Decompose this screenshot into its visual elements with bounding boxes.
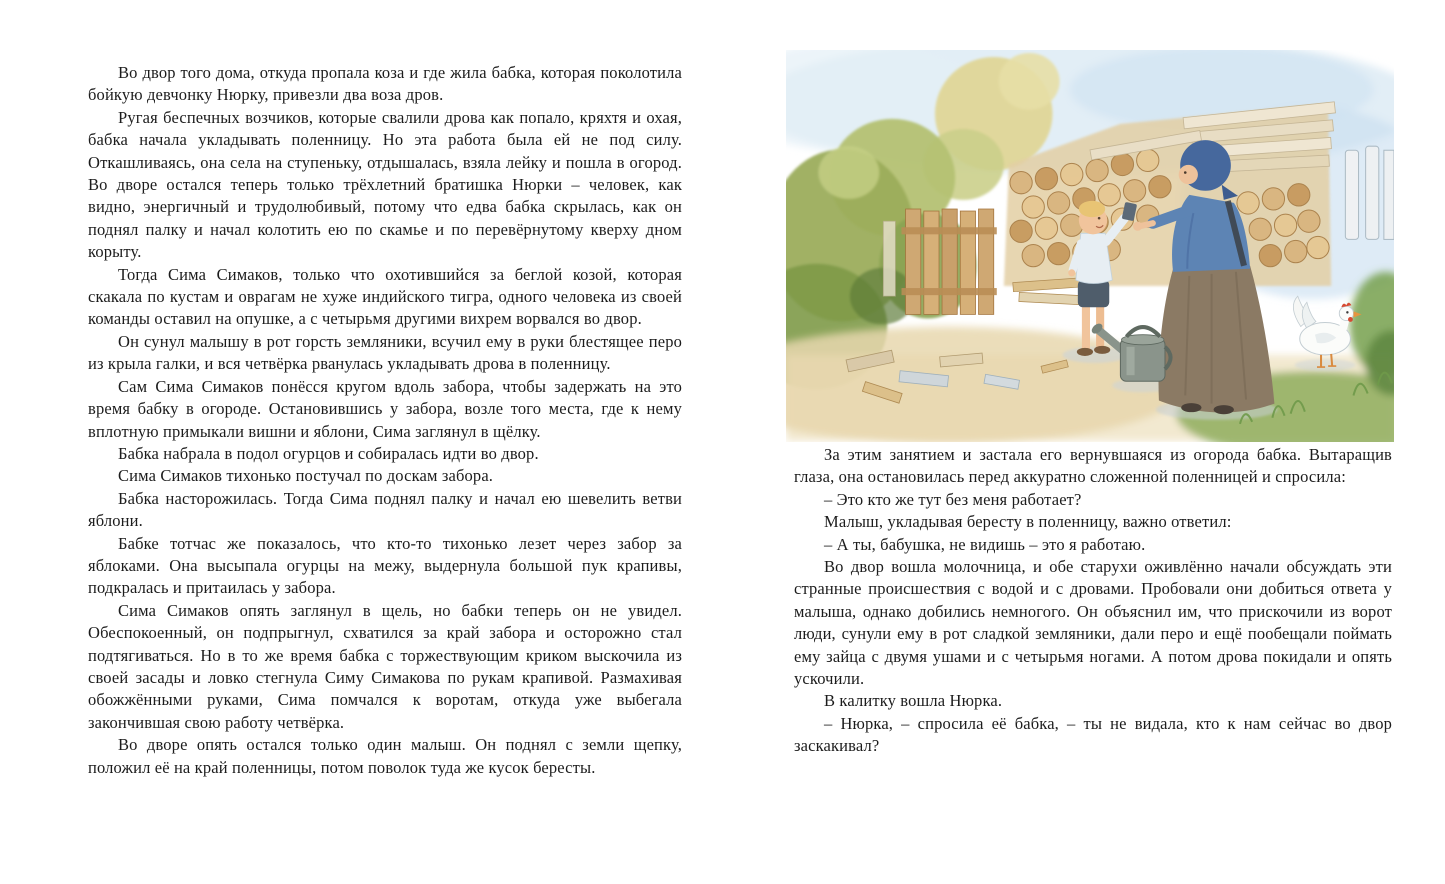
shorts xyxy=(1078,280,1109,307)
paragraph: Сам Сима Симаков понёсся кругом вдоль забора, чтобы задержать на это время бабку в огороде. Остановившись у забора, возле того места, где к нему вплотную примыкали вишни и яблони, Сима заглянул в щёлку. xyxy=(88,376,682,441)
paragraph: – Это кто же тут без меня работает? xyxy=(824,489,1082,509)
shoe xyxy=(1181,403,1201,412)
paragraph: Бабка насторожилась. Тогда Сима поднял палку и начал ею шевелить ветви яблони. xyxy=(88,488,682,531)
paragraph: – А ты, бабушка, не видишь – это я работаю. xyxy=(824,534,1146,554)
sandal xyxy=(1094,346,1110,354)
face xyxy=(1179,165,1198,184)
paragraph: Сима Симаков опять заглянул в щель, но бабки теперь он не увидел. Обеспокоенный, он подпрыгнул, схватился за край забора и осторожно стал подтягиваться. Но в то же время бабка с торжествующим криком выскочила из своей засады и ловко стегнула Симу Симакова по рукам крапивой. Размахивая обожжёнными руками, Сима помчался к воротам, откуда уже выбегала закончившая свою работу четвёрка. xyxy=(88,600,682,732)
paragraph: – Нюрка, – спросила её бабка, – ты не видала, кто к нам сейчас во двор заскакивал? xyxy=(794,713,1392,756)
illustration-svg xyxy=(786,50,1394,442)
paragraph: Сима Симаков тихонько постучал по доскам забора. xyxy=(118,466,494,486)
paragraph: Бабка набрала в подол огурцов и собиралась идти во двор. xyxy=(118,443,539,463)
paragraph: Во двор вошла молочница, и обе старухи оживлённо начали обсуждать эти странные происшествия с водой и с дровами. Пробовали они добиться ответа у малыша, однако добились немногого. Он объяснил им, что прискочили из ворот люди, сунули ему в рот сладкой земляники, дали перо и ещё пообещали поймать ему зайца с двумя ушами и с четырьмя ногами. А потом дрова покидали и опять ускочили. xyxy=(794,557,1392,689)
paragraph: За этим занятием и застала его вернувшаяся из огорода бабка. Вытаращив глаза, она остановилась перед аккуратно сложенной поленницей и спросила: xyxy=(794,445,1392,487)
paragraph: Ругая беспечных возчиков, которые свалили дрова как попало, кряхтя и охая, бабка начала укладывать поленницу. Но эта работа была ей не под силу. Откашливаясь, она села на ступеньку, отдышалась, взяла лейку и пошла в огород. Во дворе остался теперь только трёхлетний братишка Нюрки – человек, как видно, энергичный и трудолюбивый, потому что едва бабка скрылась, как он поднял палку и начал колотить ею по скамье и по перевёрнутому кверху дном корыту. xyxy=(88,107,682,262)
paragraph: Во дворе опять остался только один малыш. Он поднял с земли щепку, положил её на край поленницы, потом поволок туда же кусок бересты. xyxy=(88,735,682,777)
paragraph: Тогда Сима Симаков, только что охотившийся за беглой козой, которая скакала по кустам и оврагам не хуже индийского тигра, одного человека из своей команды оставил на опушке, а с четырьмя другими вихрем ворвался во двор. xyxy=(88,264,682,329)
sandal xyxy=(1077,348,1093,356)
fence-right xyxy=(1345,146,1394,239)
shoe xyxy=(1214,405,1234,414)
hand xyxy=(1133,222,1142,231)
paragraph: Во двор того дома, откуда пропала коза и где жила бабка, которая поколотила бойкую девчонку Нюрку, привезли два воза дров. xyxy=(88,63,682,105)
illustration-watercolor xyxy=(786,50,1394,442)
paragraph: В калитку вошла Нюрка. xyxy=(824,691,1003,711)
hair xyxy=(1079,201,1105,217)
page-left-text xyxy=(88,62,682,779)
page-right-text xyxy=(794,444,1392,758)
paragraph: Он сунул малышу в рот горсть земляники, всучил ему в руки блестящее перо из крыла галки, и вся четвёрка рванулась укладывать дрова в поленницу. xyxy=(88,331,682,374)
paragraph: Бабке тотчас же показалось, что кто-то тихонько лезет через забор за яблоками. Она высыпала огурцы на межу, выдернула большой пук крапивы, подкралась и притаилась у забора. xyxy=(88,533,682,598)
paragraph: Малыш, укладывая бересту в поленницу, важно ответил: xyxy=(824,512,1232,532)
